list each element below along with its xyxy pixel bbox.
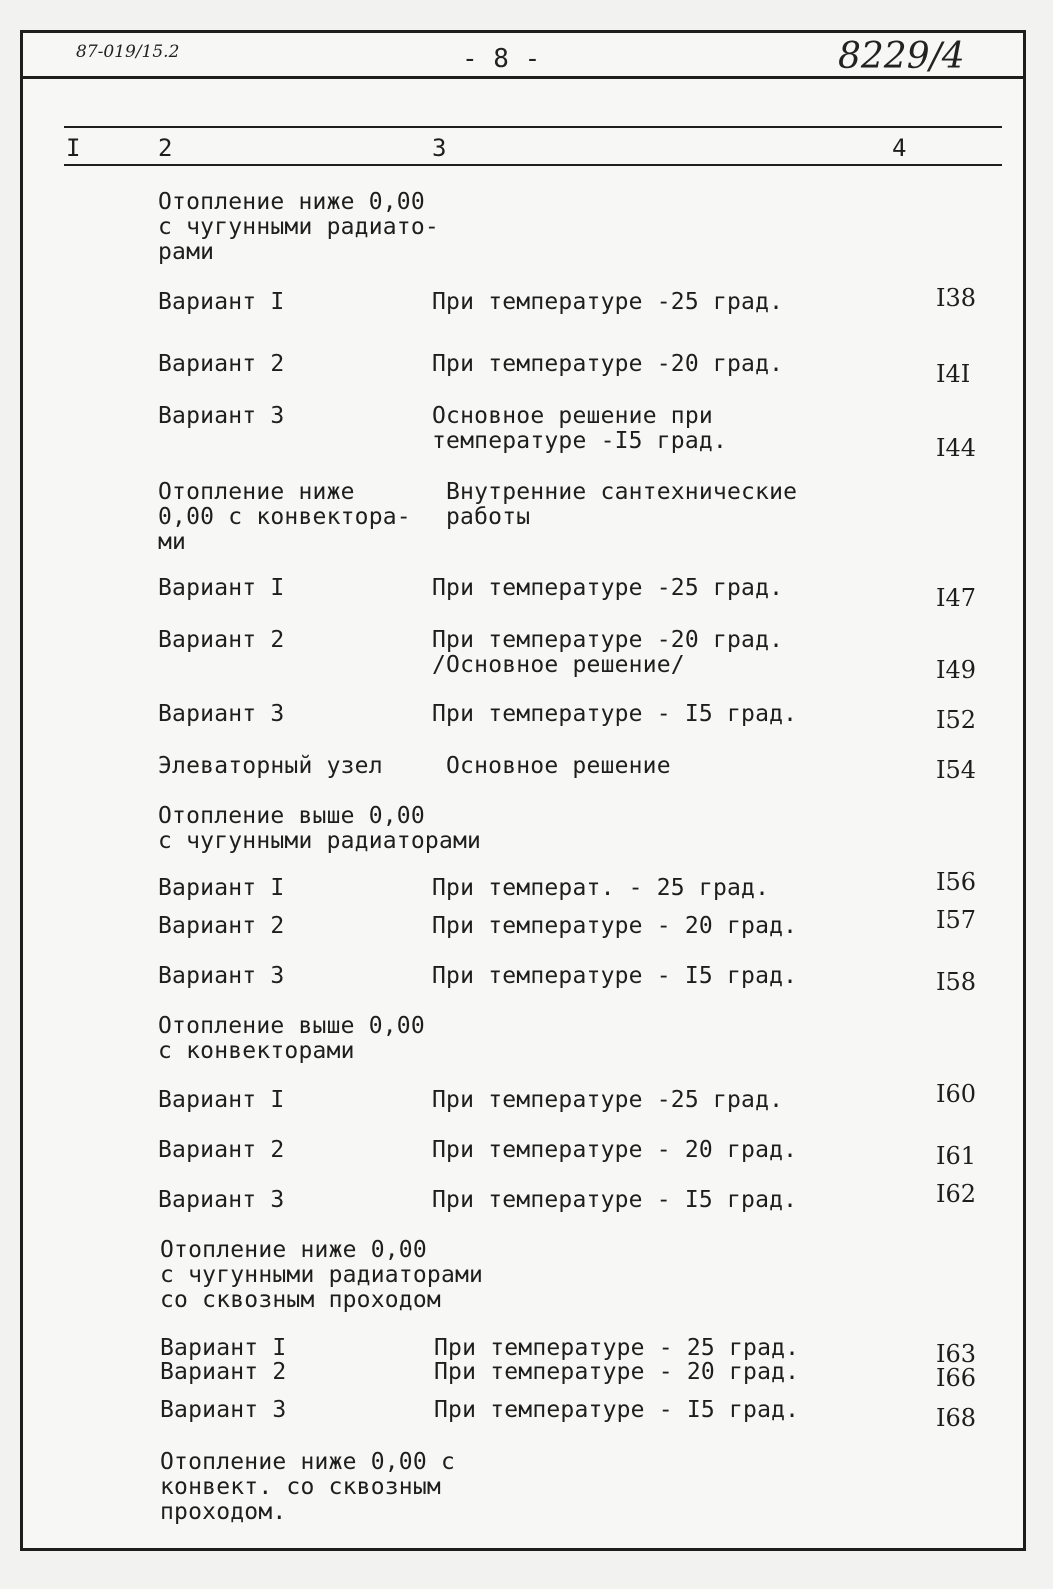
table-header-rule xyxy=(64,164,1002,166)
variant-label: Вариант 3 xyxy=(158,1187,285,1213)
page-reference: I66 xyxy=(936,1364,977,1392)
page-reference: I61 xyxy=(936,1142,977,1170)
page-reference: I44 xyxy=(936,434,977,462)
table-top-rule xyxy=(64,126,1002,128)
variant-description: При температуре -25 град. xyxy=(432,1087,784,1113)
section-title: Отопление выше 0,00 с чугунными радиаторами xyxy=(158,803,482,854)
document-code: 87-019/15.2 xyxy=(76,42,180,62)
section-title: Отопление ниже 0,00 с конвектора- ми xyxy=(158,479,411,555)
sheet-number: 8229/4 xyxy=(838,36,965,77)
variant-label: Вариант I xyxy=(158,1087,285,1113)
variant-description: При температуре -20 град. /Основное решение/ xyxy=(432,627,784,678)
page-reference: I63 xyxy=(936,1340,977,1368)
variant-description: При температуре - 20 град. xyxy=(432,913,798,939)
variant-label: Вариант I xyxy=(158,289,285,315)
page-reference: I68 xyxy=(936,1404,977,1432)
page-number: - 8 - xyxy=(462,44,541,74)
column-header-1: I xyxy=(66,134,81,162)
variant-label: Вариант 3 xyxy=(158,403,285,429)
variant-description: При температуре - 25 град. xyxy=(434,1335,800,1361)
page-reference: I58 xyxy=(936,968,977,996)
variant-description: Основное решение при температуре -I5 град. xyxy=(432,403,727,454)
page-reference: I38 xyxy=(936,284,977,312)
column-header-4: 4 xyxy=(892,134,907,162)
page-reference: I52 xyxy=(936,706,977,734)
variant-description: При температуре - I5 град. xyxy=(432,963,798,989)
page-reference: I60 xyxy=(936,1080,977,1108)
page-reference: I57 xyxy=(936,906,977,934)
page-reference: I54 xyxy=(936,756,977,784)
variant-label: Вариант I xyxy=(160,1335,287,1361)
variant-description: При температуре -25 град. xyxy=(432,575,784,601)
column-header-3: 3 xyxy=(432,134,447,162)
variant-label: Вариант 2 xyxy=(158,1137,285,1163)
variant-description: При температуре - 20 град. xyxy=(432,1137,798,1163)
page-reference: I47 xyxy=(936,584,977,612)
section-subtitle: Внутренние сантехнические работы xyxy=(446,479,798,530)
variant-description: При температуре -20 град. xyxy=(432,351,784,377)
variant-description: При температуре - I5 град. xyxy=(432,1187,798,1213)
variant-label: Вариант 2 xyxy=(158,351,285,377)
variant-description: При температуре - I5 град. xyxy=(432,701,798,727)
page-reference: I56 xyxy=(936,868,977,896)
page-reference: I4I xyxy=(936,360,971,388)
variant-description: При температуре - 20 град. xyxy=(434,1359,800,1385)
variant-label: Вариант 3 xyxy=(158,701,285,727)
variant-label: Вариант I xyxy=(158,575,285,601)
section-title: Отопление ниже 0,00 с чугунными радиаторами со сквозным проходом xyxy=(160,1237,484,1313)
variant-label: Вариант 2 xyxy=(158,627,285,653)
variant-label: Вариант 2 xyxy=(158,913,285,939)
page-reference: I49 xyxy=(936,656,977,684)
variant-label: Вариант 3 xyxy=(160,1397,287,1423)
section-title: Элеваторный узел xyxy=(158,753,383,779)
section-title: Отопление ниже 0,00 с чугунными радиато- рами xyxy=(158,189,439,265)
variant-label: Вариант 3 xyxy=(158,963,285,989)
page-reference: I62 xyxy=(936,1180,977,1208)
variant-description: При температуре - I5 град. xyxy=(434,1397,800,1423)
variant-label: Вариант I xyxy=(158,875,285,901)
section-title: Отопление ниже 0,00 с конвект. со сквозным проходом. xyxy=(160,1449,455,1525)
variant-description: Основное решение xyxy=(446,753,671,779)
column-header-2: 2 xyxy=(158,134,173,162)
section-title: Отопление выше 0,00 с конвекторами xyxy=(158,1013,425,1064)
variant-description: При температуре -25 град. xyxy=(432,289,784,315)
variant-description: При температ. - 25 град. xyxy=(432,875,770,901)
variant-label: Вариант 2 xyxy=(160,1359,287,1385)
